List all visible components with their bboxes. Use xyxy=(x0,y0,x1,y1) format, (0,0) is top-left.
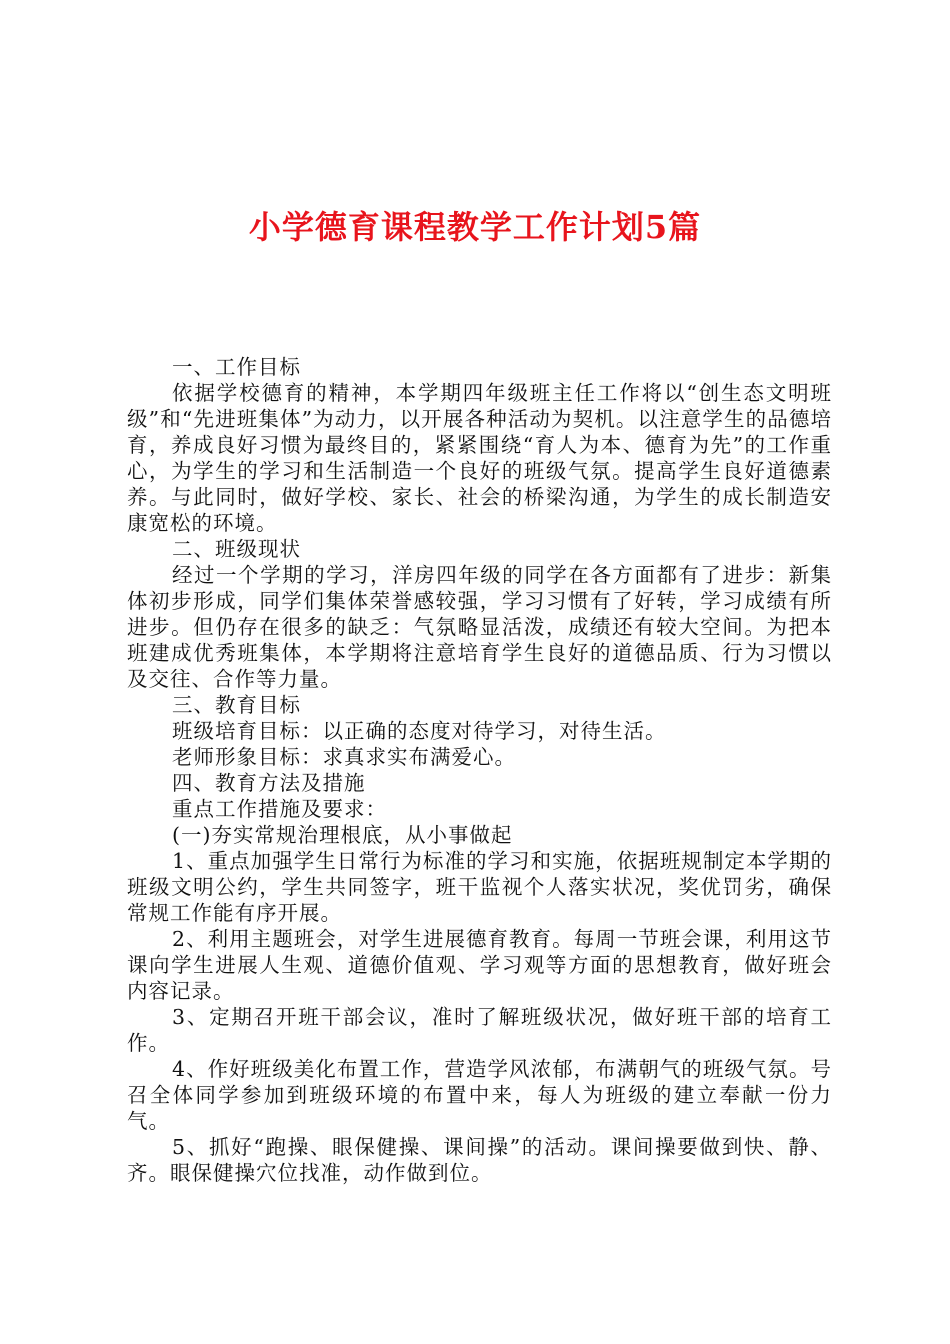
list-item-3: 3、定期召开班干部会议，准时了解班级状况，做好班干部的培育工作。 xyxy=(127,1005,832,1055)
heading-education-goals: 三、教育目标 xyxy=(172,693,301,717)
paragraph-teacher-goal: 老师形象目标：求真求实布满爱心。 xyxy=(172,745,516,769)
paragraph-class-status: 经过一个学期的学习，洋房四年级的同学在各方面都有了进步：新集体初步形成，同学们集体荣誉感较强，学习习惯有了好转，学习成绩有所进步。但仍存在很多的缺乏：气氛略显活泼，成绩还有较大空间。为把本班建成优秀班集体，本学期将注意培育学生良好的道德品质、行为习惯以及交往、合作等力量。 xyxy=(127,563,832,691)
paragraph-class-goal: 班级培育目标：以正确的态度对待学习，对待生活。 xyxy=(172,719,667,743)
paragraph-key-measures: 重点工作措施及要求： xyxy=(172,797,387,821)
document-title: 小学德育课程教学工作计划5篇 xyxy=(248,208,702,246)
heading-work-goals: 一、工作目标 xyxy=(172,355,301,379)
list-item-2: 2、利用主题班会，对学生进展德育教育。每周一节班会课，利用这节课向学生进展人生观、道德价值观、学习观等方面的思想教育，做好班会内容记录。 xyxy=(127,927,832,1003)
list-item-4: 4、作好班级美化布置工作，营造学风浓郁，布满朝气的班级气氛。号召全体同学参加到班级环境的布置中来，每人为班级的建立奉献一份力气。 xyxy=(127,1057,832,1133)
heading-class-status: 二、班级现状 xyxy=(172,537,301,561)
list-item-5: 5、抓好“跑操、眼保健操、课间操”的活动。课间操要做到快、静、齐。眼保健操穴位找准，动作做到位。 xyxy=(127,1135,832,1185)
paragraph-work-goals: 依据学校德育的精神，本学期四年级班主任工作将以“创生态文明班级”和“先进班集体”为动力，以开展各种活动为契机。以注意学生的品德培育，养成良好习惯为最终目的，紧紧围绕“育人为本、德育为先”的工作重心，为学生的学习和生活制造一个良好的班级气氛。提高学生良好道德素养。与此同时，做好学校、家长、社会的桥梁沟通，为学生的成长制造安康宽松的环境。 xyxy=(127,381,832,535)
list-item-1: 1、重点加强学生日常行为标准的学习和实施，依据班规制定本学期的班级文明公约，学生共同签字，班干监视个人落实状况，奖优罚劣，确保常规工作能有序开展。 xyxy=(127,849,832,925)
document-body xyxy=(127,354,832,1186)
subheading-routine: (一)夯实常规治理根底，从小事做起 xyxy=(172,823,513,847)
heading-methods: 四、教育方法及措施 xyxy=(172,771,366,795)
